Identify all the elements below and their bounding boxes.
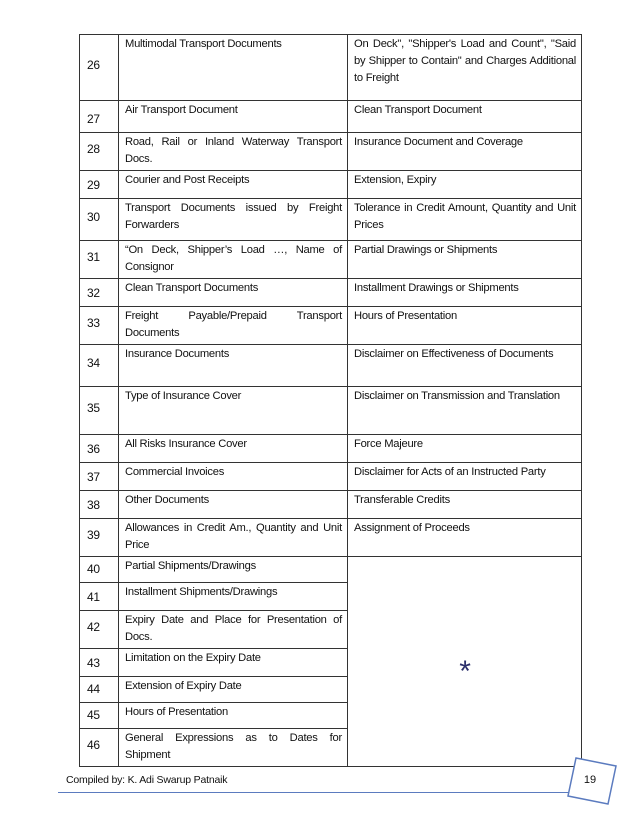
row-number: 29 [80,171,119,199]
row-number: 43 [80,649,119,677]
row-number: 41 [80,583,119,611]
row-number: 42 [80,611,119,649]
document-type-cell: Air Transport Document [119,101,348,133]
table-row [80,557,582,583]
table-row [80,279,582,307]
row-number: 37 [80,463,119,491]
article-topic-cell: Installment Drawings or Shipments [348,279,582,307]
article-topic-cell: Hours of Presentation [348,307,582,345]
row-number: 36 [80,435,119,463]
table-row [80,519,582,557]
table-row [80,307,582,345]
document-type-cell: Partial Shipments/Drawings [119,557,348,583]
document-type-cell: General Expressions as to Dates for Shipment [119,729,348,767]
article-topic-cell: On Deck", "Shipper's Load and Count", "Said by Shipper to Contain" and Charges Additional to Freight [348,35,582,101]
table-row [80,241,582,279]
document-type-cell: Installment Shipments/Drawings [119,583,348,611]
document-type-cell: Road, Rail or Inland Waterway Transport Docs. [119,133,348,171]
table-row [80,435,582,463]
document-type-cell: Insurance Documents [119,345,348,387]
article-topic-cell: Clean Transport Document [348,101,582,133]
row-number: 34 [80,345,119,387]
row-number: 46 [80,729,119,767]
page-number: 19 [583,774,597,786]
row-number: 39 [80,519,119,557]
article-topic-cell: Insurance Document and Coverage [348,133,582,171]
footer-author: Compiled by: K. Adi Swarup Patnaik [66,774,228,786]
row-number: 32 [80,279,119,307]
document-type-cell: Multimodal Transport Documents [119,35,348,101]
article-topic-cell: Disclaimer on Effectiveness of Documents [348,345,582,387]
document-type-cell: “On Deck, Shipper’s Load …, Name of Consignor [119,241,348,279]
table-row [80,345,582,387]
table-row [80,387,582,435]
row-number: 26 [80,35,119,101]
article-topic-cell: Extension, Expiry [348,171,582,199]
row-number: 40 [80,557,119,583]
row-number: 30 [80,199,119,241]
article-topic-cell: Assignment of Proceeds [348,519,582,557]
table-row [80,133,582,171]
footer-divider [58,792,572,793]
article-topic-cell: Tolerance in Credit Amount, Quantity and Unit Prices [348,199,582,241]
document-type-cell: Hours of Presentation [119,703,348,729]
table-row [80,491,582,519]
table-row [80,101,582,133]
document-type-cell: Allowances in Credit Am., Quantity and Unit Price [119,519,348,557]
document-type-cell: Type of Insurance Cover [119,387,348,435]
document-table [79,34,582,767]
row-number: 38 [80,491,119,519]
row-number: 35 [80,387,119,435]
article-topic-cell: Partial Drawings or Shipments [348,241,582,279]
document-type-cell: Limitation on the Expiry Date [119,649,348,677]
document-type-cell: Transport Documents issued by Freight Forwarders [119,199,348,241]
document-type-cell: Courier and Post Receipts [119,171,348,199]
document-type-cell: Other Documents [119,491,348,519]
row-number: 44 [80,677,119,703]
document-type-cell: Expiry Date and Place for Presentation of Docs. [119,611,348,649]
document-type-cell: Commercial Invoices [119,463,348,491]
merged-asterisk-cell: * [348,557,582,767]
article-topic-cell: Transferable Credits [348,491,582,519]
table-row [80,199,582,241]
row-number: 33 [80,307,119,345]
article-topic-cell: Disclaimer on Transmission and Translation [348,387,582,435]
document-type-cell: All Risks Insurance Cover [119,435,348,463]
table-row [80,171,582,199]
row-number: 31 [80,241,119,279]
row-number: 28 [80,133,119,171]
row-number: 45 [80,703,119,729]
article-topic-cell: Disclaimer for Acts of an Instructed Party [348,463,582,491]
table-row [80,463,582,491]
row-number: 27 [80,101,119,133]
article-topic-cell: Force Majeure [348,435,582,463]
document-type-cell: Clean Transport Documents [119,279,348,307]
table-row [80,35,582,101]
document-type-cell: Freight Payable/Prepaid Transport Documents [119,307,348,345]
document-type-cell: Extension of Expiry Date [119,677,348,703]
